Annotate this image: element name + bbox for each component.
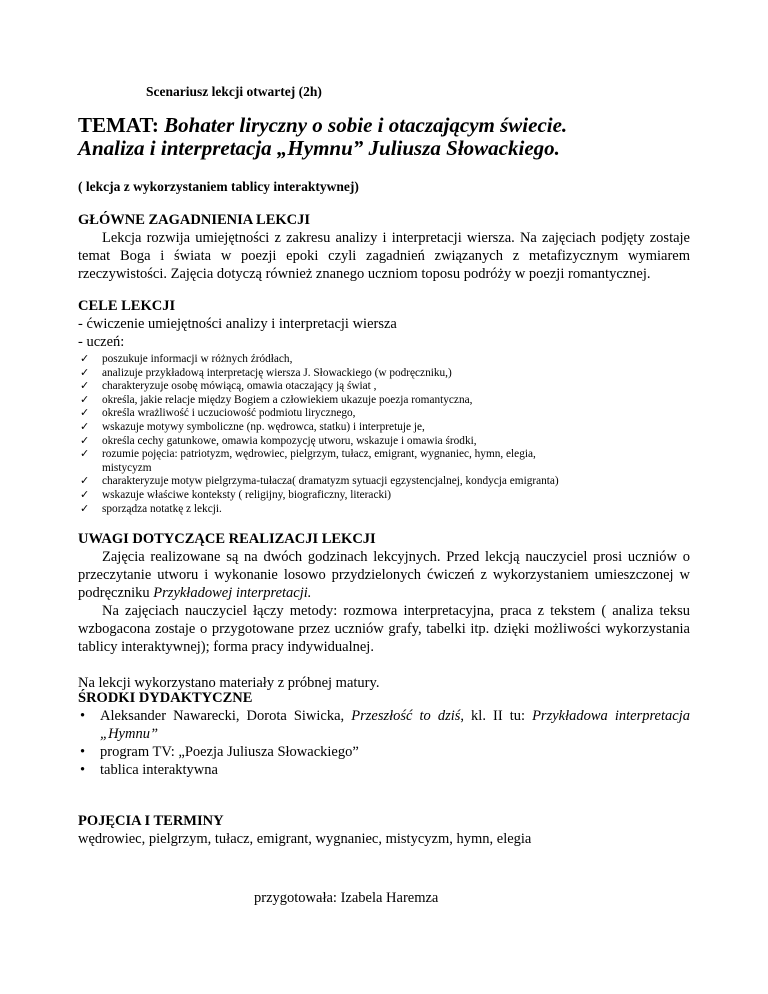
- checklist-item: [78, 421, 690, 435]
- srodki-item: [78, 743, 690, 761]
- check-icon: ✓: [80, 420, 90, 433]
- section-cele: [78, 297, 690, 516]
- checklist-item: [78, 367, 690, 381]
- check-icon: ✓: [80, 353, 90, 365]
- bullet-icon: •: [80, 762, 86, 778]
- section-pojecia: [78, 812, 690, 848]
- checklist-item-text: określa wrażliwość i uczuciowość podmiotu lirycznego,: [102, 407, 356, 420]
- uwagi-p1-italic: Przykładowej interpretacji.: [153, 585, 312, 601]
- check-icon: ✓: [80, 434, 90, 447]
- lesson-subtitle: Scenariusz lekcji otwartej (2h): [146, 84, 322, 99]
- cele-heading: CELE LEKCJI: [78, 298, 176, 314]
- uwagi-paragraph-2: Na zajęciach nauczyciel łączy metody: rozmowa interpretacyjna, praca z tekstem ( analiza teksu wzbogacona zostaje o przygotowane przez uczniów grafy, tabelki itp. dzięki możliwości wykorzystania tablicy interaktywnej); forma pracy indywidualnej.: [78, 603, 690, 655]
- cele-line-2: - uczeń:: [78, 334, 125, 350]
- bullet-icon: •: [80, 708, 86, 724]
- checklist-item-text: charakteryzuje osobę mówiącą, omawia otaczający ją świat ,: [102, 380, 377, 393]
- lesson-title: [78, 114, 567, 160]
- srodki-item-text: Aleksander Nawarecki, Dorota Siwicka,: [100, 708, 352, 724]
- uwagi-heading: UWAGI DOTYCZĄCE REALIZACJI LEKCJI: [78, 531, 376, 547]
- bullet-icon: •: [80, 744, 86, 760]
- checklist-item-text: określa, jakie relacje między Bogiem a człowiekiem ukazuje poezja romantyczna,: [102, 393, 473, 406]
- section-zagadnienia: [78, 211, 690, 283]
- pojecia-heading: POJĘCIA I TERMINY: [78, 813, 224, 829]
- uwagi-paragraph-3: Na lekcji wykorzystano materiały z próbnej matury.: [78, 675, 380, 691]
- srodki-item-italic: Przykładowa interpretacja „Hymnu”: [100, 708, 690, 742]
- checklist-item-text: rozumie pojęcia: patriotyzm, wędrowiec, pielgrzym, tułacz, emigrant, wygnaniec, hymn, elegia, mistycyzm: [102, 448, 536, 474]
- checklist-item-text: określa cechy gatunkowe, omawia kompozycję utworu, wskazuje i omawia środki,: [102, 434, 477, 447]
- section-uwagi: [78, 530, 690, 692]
- checklist-item: [78, 407, 690, 421]
- srodki-heading: ŚRODKI DYDAKTYCZNE: [78, 690, 253, 706]
- pojecia-text: wędrowiec, pielgrzym, tułacz, emigrant, wygnaniec, mistycyzm, hymn, elegia: [78, 831, 532, 847]
- check-icon: ✓: [80, 366, 90, 379]
- check-icon: ✓: [80, 393, 90, 406]
- check-icon: ✓: [80, 407, 90, 420]
- title-line-1: Bohater liryczny o sobie i otaczającym świecie.: [164, 113, 568, 137]
- srodki-item: [78, 761, 690, 779]
- checklist-item-text: sporządza notatkę z lekcji.: [102, 502, 222, 515]
- srodki-item-italic: Przeszłość to dziś: [351, 708, 461, 724]
- check-icon: ✓: [80, 448, 90, 461]
- title-line-2: Analiza i interpretacja „Hymnu” Juliusza Słowackiego.: [78, 136, 560, 160]
- checklist-item: [78, 394, 690, 408]
- uwagi-p1-text: Zajęcia realizowane są na dwóch godzinach lekcyjnych. Przed lekcją nauczyciel prosi uczniów o przeczytanie utworu i wykonanie losowo przydzielonych ćwiczeń z wykorzystaniem umieszczonej w podręczniku: [78, 549, 690, 601]
- check-icon: ✓: [80, 488, 90, 501]
- checklist-item: [78, 435, 690, 449]
- cele-line-1: - ćwiczenie umiejętności analizy i interpretacji wiersza: [78, 316, 397, 332]
- uwagi-paragraph-1: [78, 548, 690, 602]
- checklist-item: [78, 503, 690, 517]
- checklist-item: [78, 489, 690, 503]
- checklist-item-text: poszukuje informacji w różnych źródłach,: [102, 353, 293, 365]
- checklist-item-text: analizuje przykładową interpretację wiersza J. Słowackiego (w podręczniku,): [102, 366, 452, 379]
- check-icon: ✓: [80, 475, 90, 488]
- lesson-note: ( lekcja z wykorzystaniem tablicy interaktywnej): [78, 179, 359, 194]
- checklist-item-text: charakteryzuje motyw pielgrzyma-tułacza( dramatyzm sytuacji egzystencjalnej, kondycja emigranta): [102, 475, 559, 488]
- check-icon: ✓: [80, 380, 90, 393]
- checklist-item-text: wskazuje właściwe konteksty ( religijny, biograficzny, literacki): [102, 488, 392, 501]
- check-icon: ✓: [80, 502, 90, 515]
- section-srodki: [78, 689, 690, 779]
- srodki-item: [78, 707, 690, 743]
- checklist-item: [78, 475, 690, 489]
- checklist-item-text: wskazuje motywy symboliczne (np. wędrowca, statku) i interpretuje je,: [102, 420, 425, 433]
- author-signature: przygotowała: Izabela Haremza: [254, 890, 439, 906]
- srodki-item-text: tablica interaktywna: [100, 762, 218, 778]
- srodki-item-text: , kl. II tu:: [460, 708, 533, 724]
- checklist-item: [78, 353, 690, 367]
- cele-checklist: [78, 353, 690, 516]
- srodki-item-text: program TV: „Poezja Juliusza Słowackiego”: [100, 744, 359, 760]
- checklist-item: [78, 380, 690, 394]
- title-lead: TEMAT:: [78, 113, 165, 137]
- zagadnienia-heading: GŁÓWNE ZAGADNIENIA LEKCJI: [78, 212, 311, 228]
- zagadnienia-text: Lekcja rozwija umiejętności z zakresu analizy i interpretacji wiersza. Na zajęciach podjęty zostaje temat Boga i świata w poezji epoki czyli zagadnień związanych z metafizycznym wymiarem rzeczywistości. Zajęcia dotyczą również znanego uczniom toposu podróży w poezji romantycznej.: [78, 230, 690, 282]
- srodki-list: [78, 707, 690, 779]
- checklist-item: [78, 448, 690, 475]
